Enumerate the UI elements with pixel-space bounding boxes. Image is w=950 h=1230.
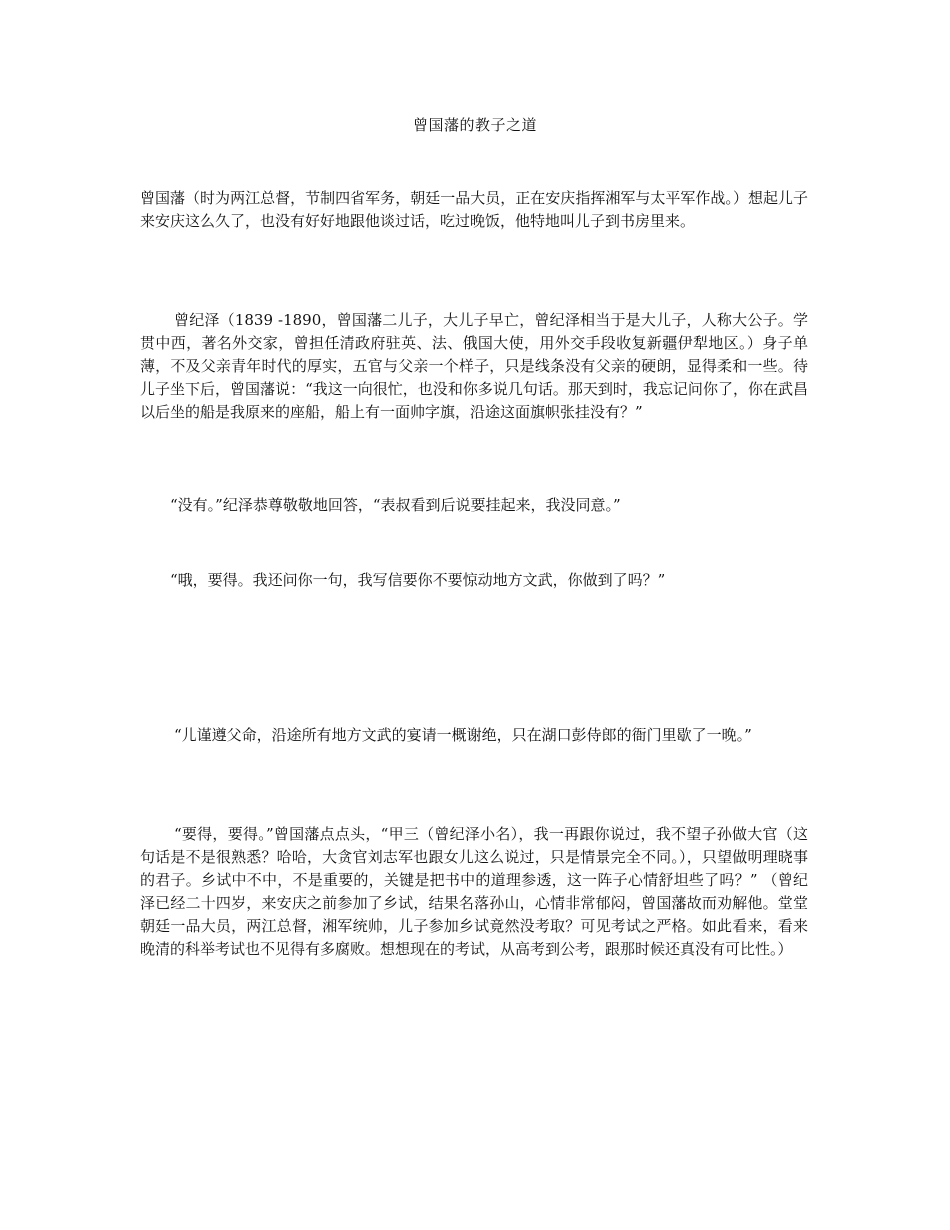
document-title: 曾国藩的教子之道 bbox=[412, 116, 537, 134]
paragraph-question-officials: “哦，要得。我还问你一句，我写信要你不要惊动地方文武，你做到了吗？” bbox=[170, 571, 666, 589]
paragraph-advice: “要得，要得。”曾国藩点点头，“甲三（曾纪泽小名），我一再跟你说过，我不望子孙做大官（这句话是不是很熟悉？哈哈，大贪官刘志军也跟女儿这么说过，只是情景完全不同。），只望做明理晓事的君子。乡试中不中，不是重要的，关键是把书中的道理参透，这一阵子心情舒坦些了吗？” （曾纪泽已经二十四岁，来安庆之前参加了乡试，结果名落孙山，心情非常郁闷，曾国藩故而劝解他。堂堂朝廷一品大员，两江总督，湘军统帅，儿子参加乡试竟然没考取？可见考试之严格。如此看来，看来晚清的科举考试也不见得有多腐败。想想现在的考试，从高考到公考，跟那时候还真没有可比性。） bbox=[140, 825, 808, 958]
paragraph-reply-officials: “儿谨遵父命，沿途所有地方文武的宴请一概谢绝，只在湖口彭侍郎的衙门里歇了一晚。” bbox=[174, 726, 752, 744]
paragraph-reply-flag: “没有。”纪泽恭尊敬敬地回答，“表叔看到后说要挂起来，我没同意。” bbox=[170, 496, 621, 514]
paragraph-zeng-jize: 曾纪泽（1839 -1890，曾国藩二儿子，大儿子早亡，曾纪泽相当于是大儿子，人称大公子。学贯中西，著名外交家，曾担任清政府驻英、法、俄国大使，用外交手段收复新疆伊犁地区。）身子单薄，不及父亲青年时代的厚实，五官与父亲一个样子，只是线条没有父亲的硬朗，显得柔和一些。待儿子坐下后，曾国藩说：“我这一向很忙，也没和你多说几句话。那天到时，我忘记问你了，你在武昌以后坐的船是我原来的座船，船上有一面帅字旗，沿途这面旗帜张挂没有？” bbox=[140, 311, 808, 421]
paragraph-intro: 曾国藩（时为两江总督，节制四省军务，朝廷一品大员，正在安庆指挥湘军与太平军作战。）想起儿子来安庆这么久了，也没有好好地跟他谈过话，吃过晚饭，他特地叫儿子到书房里来。 bbox=[140, 189, 808, 230]
